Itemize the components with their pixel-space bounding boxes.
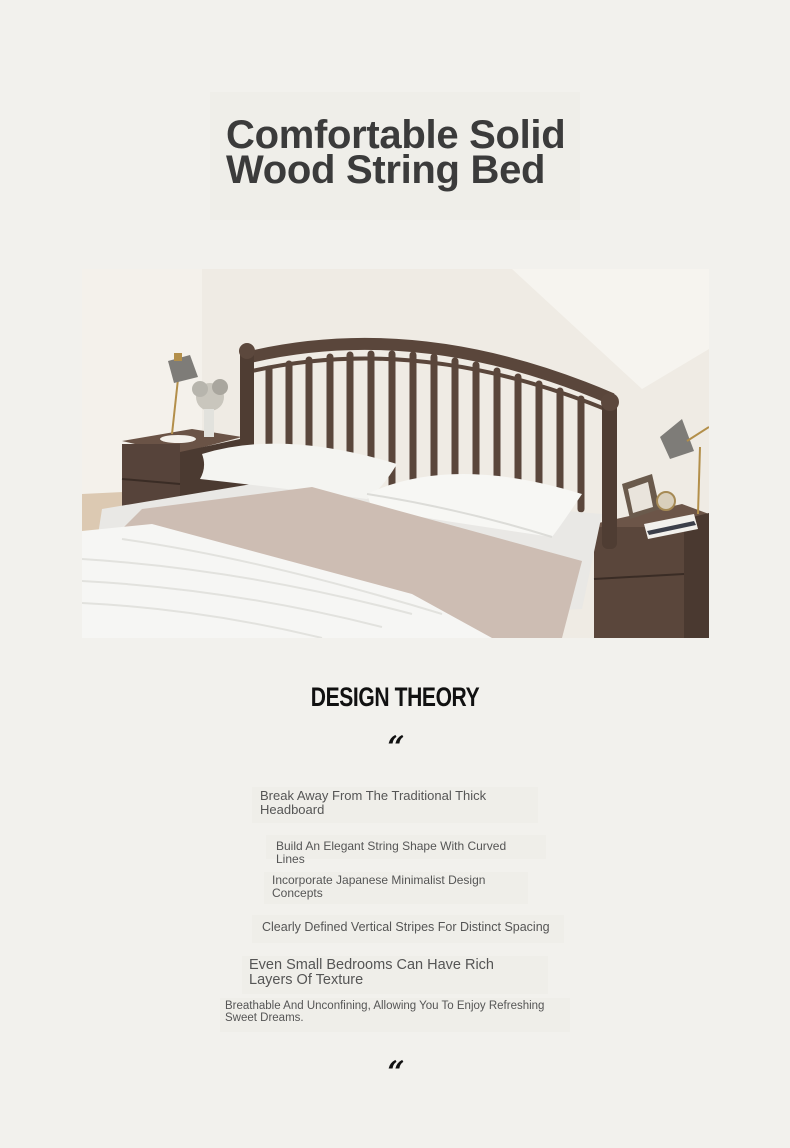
- feature-item: Build An Elegant String Shape With Curved Lines: [266, 835, 546, 859]
- title-line-2: Wood String Bed: [226, 148, 546, 192]
- quote-mark-bottom-icon: “: [387, 1055, 403, 1090]
- feature-item: Incorporate Japanese Minimalist Design Concepts: [264, 872, 528, 904]
- feature-item: Clearly Defined Vertical Stripes For Distinct Spacing: [252, 915, 564, 943]
- feature-item: Even Small Bedrooms Can Have Rich Layers Of Texture: [242, 956, 548, 994]
- design-theory-heading: DESIGN THEORY: [310, 682, 480, 712]
- page-title: [226, 113, 586, 192]
- title-line-1: Comfortable Solid: [226, 113, 566, 157]
- bed-product-photo: [82, 269, 709, 638]
- quote-mark-top-icon: “: [387, 730, 403, 765]
- feature-item: Breathable And Unconfining, Allowing You To Enjoy Refreshing Sweet Dreams.: [220, 998, 570, 1032]
- feature-item: Break Away From The Traditional Thick Headboard: [252, 787, 538, 823]
